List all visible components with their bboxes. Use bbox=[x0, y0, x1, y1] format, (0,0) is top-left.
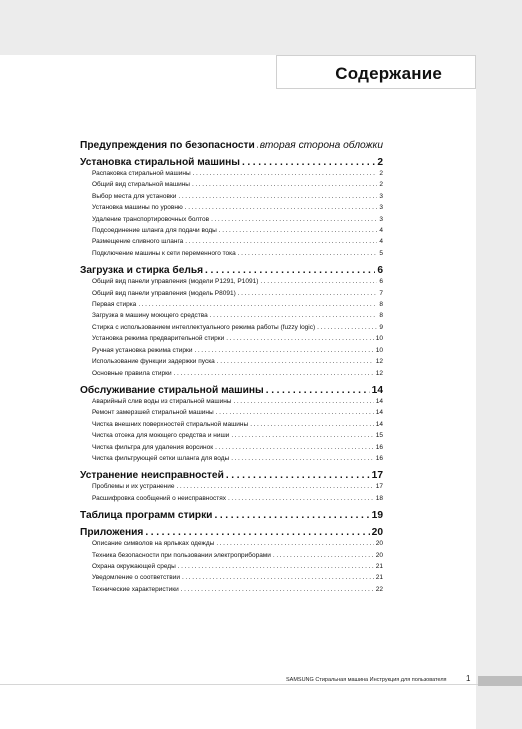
toc-section-title: Таблица программ стирки bbox=[80, 510, 213, 522]
toc-item-page: 9 bbox=[379, 323, 383, 331]
toc-item-page: 8 bbox=[379, 301, 383, 309]
dot-leader bbox=[238, 288, 378, 299]
toc-item[interactable] bbox=[92, 368, 383, 379]
toc-item[interactable] bbox=[92, 202, 383, 213]
toc-section bbox=[80, 261, 383, 379]
toc-section-page: 20 bbox=[371, 527, 383, 539]
toc-item-page: 15 bbox=[375, 432, 383, 440]
toc-item-title: Ручная установка режима стирки bbox=[92, 346, 193, 354]
toc-item-page: 2 bbox=[379, 170, 383, 177]
toc-item[interactable] bbox=[92, 481, 383, 492]
toc-item-title: Чистка фильтра для удаления ворсинок bbox=[92, 443, 214, 451]
footer-divider bbox=[0, 684, 478, 685]
toc-item-page: 14 bbox=[375, 409, 383, 417]
toc-section-row[interactable] bbox=[80, 153, 383, 168]
dot-leader bbox=[195, 345, 374, 356]
toc-item-title: Технические характеристики bbox=[92, 585, 179, 593]
toc-item-page: 8 bbox=[379, 312, 383, 320]
toc-section-row[interactable] bbox=[80, 261, 383, 276]
toc-item[interactable] bbox=[92, 345, 383, 356]
toc-item-title: Общий вид панели управления (модель P8091) bbox=[92, 289, 236, 297]
toc-section-title: Обслуживание стиральной машины bbox=[80, 384, 264, 396]
dot-leader bbox=[216, 407, 374, 418]
toc-section-row[interactable] bbox=[80, 381, 383, 396]
toc-item[interactable] bbox=[92, 442, 383, 453]
dot-leader bbox=[231, 430, 373, 441]
toc-item-page: 12 bbox=[375, 369, 383, 377]
toc-item[interactable] bbox=[92, 236, 383, 247]
toc-item-page: 16 bbox=[375, 454, 383, 462]
dot-leader bbox=[185, 236, 377, 247]
toc-item-page: 7 bbox=[379, 289, 383, 297]
toc-item-title: Установка машины по уровню bbox=[92, 204, 183, 212]
toc-item-page: 14 bbox=[375, 397, 383, 405]
toc-section bbox=[80, 506, 383, 521]
toc-item-title: Общий вид стиральной машины bbox=[92, 181, 190, 189]
toc-section-page: 6 bbox=[377, 265, 383, 277]
toc-item-page: 12 bbox=[375, 358, 383, 366]
toc-item-title: Основные правила стирки bbox=[92, 369, 172, 377]
toc-item-title: Установка режима предварительной стирки bbox=[92, 335, 225, 343]
dot-leader bbox=[178, 561, 374, 572]
dot-leader bbox=[174, 368, 374, 379]
toc-item[interactable] bbox=[92, 538, 383, 549]
dot-leader bbox=[145, 527, 369, 538]
toc-section bbox=[80, 140, 383, 151]
toc-item[interactable] bbox=[92, 288, 383, 299]
toc-item[interactable] bbox=[92, 179, 383, 190]
dot-leader bbox=[228, 493, 374, 504]
dot-leader bbox=[226, 333, 373, 344]
toc-item[interactable] bbox=[92, 419, 383, 430]
toc-item-page: 6 bbox=[379, 278, 383, 286]
right-band bbox=[476, 0, 522, 729]
toc-item-title: Общий вид панели управления (модели P1291, P1091) bbox=[92, 278, 259, 286]
dot-leader bbox=[250, 419, 374, 430]
toc-item[interactable] bbox=[92, 191, 383, 202]
toc-item-title: Техника безопасности при пользовании электроприборами bbox=[92, 551, 271, 559]
toc-section bbox=[80, 466, 383, 504]
toc-item[interactable] bbox=[92, 396, 383, 407]
dot-leader bbox=[233, 396, 373, 407]
toc-section-title: Приложения bbox=[80, 527, 144, 539]
toc-section-page: 2 bbox=[377, 157, 383, 168]
dot-leader bbox=[214, 510, 369, 521]
dot-leader bbox=[238, 248, 378, 259]
footer-bar bbox=[478, 676, 522, 686]
toc-item[interactable] bbox=[92, 493, 383, 504]
toc-item-title: Проблемы и их устранение bbox=[92, 483, 175, 491]
dot-leader bbox=[185, 202, 378, 213]
footer-caption: SAMSUNG Стиральная машина Инструкция для пользователя bbox=[286, 677, 447, 683]
toc-item-title: Чистка фильтрующей сетки шланга для воды bbox=[92, 454, 230, 462]
toc-item-page: 2 bbox=[379, 181, 383, 189]
toc-item-page: 4 bbox=[379, 238, 383, 246]
toc-section-row[interactable] bbox=[80, 466, 383, 481]
page-number: 1 bbox=[466, 674, 471, 683]
toc-item-title: Подключение машины к сети переменного тока bbox=[92, 249, 236, 257]
toc-item-title: Выбор места для установки bbox=[92, 192, 177, 200]
dot-leader bbox=[205, 265, 375, 276]
toc-item[interactable] bbox=[92, 168, 383, 179]
dot-leader bbox=[211, 214, 377, 225]
dot-leader bbox=[317, 322, 377, 333]
dot-leader bbox=[181, 584, 374, 595]
toc-item[interactable] bbox=[92, 310, 383, 321]
dot-leader bbox=[219, 225, 378, 236]
dot-leader bbox=[217, 356, 374, 367]
toc-item[interactable] bbox=[92, 407, 383, 418]
toc-item[interactable] bbox=[92, 561, 383, 572]
toc-section-title: Установка стиральной машины bbox=[80, 157, 240, 168]
table-of-contents bbox=[80, 140, 383, 597]
dot-leader bbox=[210, 310, 378, 321]
toc-item-page: 10 bbox=[375, 346, 383, 354]
dot-leader bbox=[231, 453, 374, 464]
toc-item-title: Описание символов на ярлыках одежды bbox=[92, 540, 215, 548]
dot-leader bbox=[257, 140, 258, 151]
toc-item[interactable] bbox=[92, 572, 383, 583]
toc-item-title: Подсоединение шланга для подачи воды bbox=[92, 227, 217, 235]
toc-item[interactable] bbox=[92, 584, 383, 595]
dot-leader bbox=[266, 385, 370, 396]
dot-leader bbox=[226, 470, 370, 481]
toc-section-title: Загрузка и стирка белья bbox=[80, 265, 204, 277]
dot-leader bbox=[177, 481, 374, 492]
toc-item-title: Первая стирка bbox=[92, 301, 137, 309]
toc-item[interactable] bbox=[92, 248, 383, 259]
toc-section-row[interactable] bbox=[80, 523, 383, 538]
toc-section-title: Устранение неисправностей bbox=[80, 470, 224, 482]
toc-item[interactable] bbox=[92, 225, 383, 236]
toc-item-title: Загрузка в машину моющего средства bbox=[92, 312, 208, 320]
toc-item[interactable] bbox=[92, 214, 383, 225]
dot-leader bbox=[182, 572, 374, 583]
toc-item[interactable] bbox=[92, 322, 383, 333]
dot-leader bbox=[260, 276, 377, 287]
toc-item-title: Уведомление о соответствии bbox=[92, 574, 180, 582]
toc-item-title: Стирка с использованием интеллектуального режима работы (fuzzy logic) bbox=[92, 323, 316, 331]
toc-section bbox=[80, 381, 383, 464]
toc-item-title: Чистка отсека для моющего средства и ниши bbox=[92, 432, 230, 440]
dot-leader bbox=[216, 538, 373, 549]
toc-item[interactable] bbox=[92, 430, 383, 441]
toc-item-page: 14 bbox=[375, 420, 383, 428]
toc-item-title: Ремонт замерзшей стиральной машины bbox=[92, 409, 214, 417]
dot-leader bbox=[192, 179, 377, 190]
dot-leader bbox=[178, 191, 377, 202]
toc-section-row[interactable] bbox=[80, 140, 383, 151]
toc-item[interactable] bbox=[92, 333, 383, 344]
toc-item-title: Использование функции задержки пуска bbox=[92, 358, 215, 366]
toc-item-page: 17 bbox=[375, 483, 383, 491]
top-band bbox=[0, 0, 522, 55]
toc-item-page: 10 bbox=[375, 335, 383, 343]
toc-section-page: 19 bbox=[371, 510, 383, 522]
dot-leader bbox=[273, 550, 374, 561]
toc-section-row[interactable] bbox=[80, 506, 383, 521]
toc-item-page: 21 bbox=[375, 562, 383, 570]
toc-item-page: 3 bbox=[379, 192, 383, 200]
toc-item[interactable] bbox=[92, 550, 383, 561]
dot-leader bbox=[242, 157, 375, 168]
page-title: Содержание bbox=[335, 64, 442, 83]
toc-item-title: Охрана окружающей среды bbox=[92, 562, 176, 570]
toc-section-title: Предупреждения по безопасности bbox=[80, 140, 255, 151]
dot-leader bbox=[138, 299, 377, 310]
dot-leader bbox=[193, 168, 378, 179]
toc-item-page: 20 bbox=[375, 551, 383, 559]
toc-item-title: Аварийный слив воды из стиральной машины bbox=[92, 397, 232, 405]
toc-item-page: 16 bbox=[375, 443, 383, 451]
toc-item[interactable] bbox=[92, 276, 383, 287]
toc-item-page: 20 bbox=[375, 540, 383, 548]
toc-item-title: Чистка внешних поверхностей стиральной машины bbox=[92, 420, 249, 428]
toc-item-page: 4 bbox=[379, 227, 383, 235]
toc-item-page: 22 bbox=[375, 585, 383, 593]
toc-section-page: 17 bbox=[371, 470, 383, 482]
toc-item-page: 5 bbox=[379, 249, 383, 257]
toc-item[interactable] bbox=[92, 453, 383, 464]
toc-item-title: Распаковка стиральной машины bbox=[92, 170, 191, 177]
toc-item[interactable] bbox=[92, 299, 383, 310]
toc-section-page: вторая сторона обложки bbox=[259, 140, 383, 151]
toc-section-page: 14 bbox=[371, 384, 383, 396]
dot-leader bbox=[215, 442, 374, 453]
toc-item[interactable] bbox=[92, 356, 383, 367]
toc-item-page: 3 bbox=[379, 215, 383, 223]
toc-item-title: Размещение сливного шланга bbox=[92, 238, 184, 246]
toc-section bbox=[80, 153, 383, 259]
toc-section bbox=[80, 523, 383, 595]
toc-item-page: 21 bbox=[375, 574, 383, 582]
toc-item-page: 18 bbox=[375, 494, 383, 502]
toc-item-page: 3 bbox=[379, 204, 383, 212]
toc-item-title: Расшифровка сообщений о неисправностях bbox=[92, 494, 227, 502]
toc-item-title: Удаление транспортировочных болтов bbox=[92, 215, 210, 223]
